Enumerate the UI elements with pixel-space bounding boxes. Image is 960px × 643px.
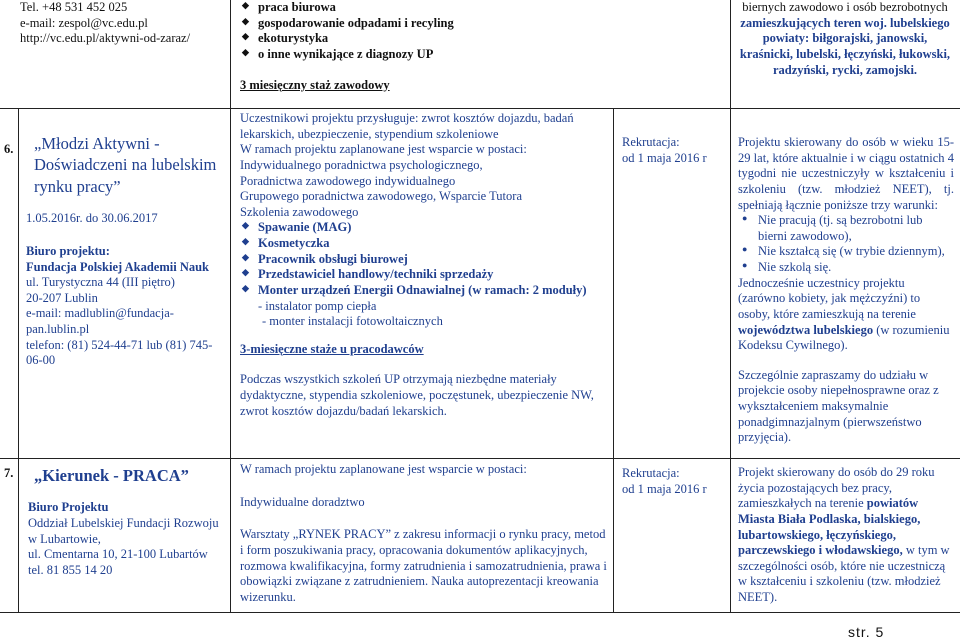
row6-target-intro: Projektu skierowany do osób w wieku 15-29 lat, które aktualnie i w ciągu ostatnich 4 tygodni nie uczestniczyły w kształceniu i szkoleniu (tzw. młodzież NEET), tj. spełniają łącznie poniższe trzy warunki: — [738, 135, 954, 212]
row7-target-cell — [738, 465, 954, 606]
row6-residence-post: (w rozumieniu Kodeksu Cywilnego). — [738, 322, 950, 353]
col-divider-4 — [730, 0, 731, 612]
row6-phone: telefon: (81) 524-44-71 lub (81) 745-06-00 — [26, 337, 213, 368]
row6-number: 6. — [4, 142, 14, 156]
row7-address: ul. Cmentarna 10, 21-100 Lubartów — [28, 547, 208, 562]
row6-sub-item: - monter instalacji fotowoltaicznych — [262, 314, 443, 329]
row6-recruit-cell — [622, 135, 728, 166]
row7-target — [738, 465, 954, 606]
row7-number: 7. — [4, 466, 14, 480]
row6-support-line: Grupowego poradnictwa zawodowego, Wsparcie Tutora — [240, 189, 522, 204]
list-item: ◆ o inne wynikające z diagnozy UP — [240, 47, 610, 63]
row6-office-name: Fundacja Polskiej Akademii Nauk — [26, 259, 210, 274]
list-item: ◆ Przedstawiciel handlowy/techniki sprzedaży — [240, 267, 610, 283]
row7-office-label: Biuro Projektu — [28, 500, 109, 515]
row6-support-cell — [240, 111, 610, 419]
contact-phone: Tel. +48 531 452 025 — [20, 0, 128, 14]
row7-recruit-cell — [622, 466, 728, 497]
row6-staz: 3-miesięczne staże u pracodawców — [240, 341, 424, 356]
list-item: ◆ Kosmetyczka — [240, 236, 610, 252]
row6-support-intro: Uczestnikowi projektu przysługuje: zwrot kosztów dojazdu, badań lekarskich, ubezpieczenie, stypendium szkoleniowe — [240, 111, 574, 141]
top-bullet-list — [240, 0, 610, 63]
list-item: ● Nie szkolą się. — [740, 260, 954, 276]
row6-sub-item: - instalator pomp ciepła — [258, 298, 377, 313]
row7-target-bold: powiatów Miasta Biała Podlaska, bialskiego, lubartowskiego, łęczyńskiego, parczewskiego i włodawskiego, — [738, 496, 921, 558]
top-target-bold: zamieszkujących teren woj. lubelskiego powiaty: biłgorajski, janowski, kraśnicki, lubelski, łęczyński, łukowski, radzyński, rycki, zamojski. — [739, 15, 951, 77]
row6-invite: Szczególnie zapraszamy do udziału w projekcie osoby niepełnosprawne oraz z wykształceniem maksymalnie ponadgimnazjalnym (pierwszeństwo przyjęcia). — [738, 367, 939, 445]
table-bottom-border — [0, 612, 960, 613]
contact-email[interactable]: e-mail: zespol@vc.edu.pl — [20, 15, 148, 30]
row7-target-post: w tym w szczególności osób, które nie uczestniczą w kształceniu i szkoleniu (tzw. młodzież NEET). — [738, 543, 950, 604]
row6-residence — [738, 276, 954, 354]
row6-closing: Podczas wszystkich szkoleń UP otrzymają niezbędne materiały dydaktyczne, stypendia szkoleniowe, poczęstunek, ubezpieczenie NW, zwrot kosztów dojazdu/badań lekarskich. — [240, 372, 594, 418]
row-divider-middle — [0, 458, 960, 459]
top-contact-cell — [20, 0, 228, 47]
row7-recruit-date: od 1 maja 2016 r — [622, 481, 707, 496]
row6-conditions-list — [740, 213, 954, 276]
row6-address1: ul. Turystyczna 44 (III piętro) — [26, 275, 175, 290]
top-target-prefix: biernych zawodowo i osób bezrobotnych — [742, 0, 948, 14]
row6-training-list — [240, 220, 610, 298]
row7-phone: tel. 81 855 14 20 — [28, 562, 113, 577]
top-target-cell — [736, 0, 954, 78]
row7-support-cell — [240, 462, 610, 605]
row7-project-cell — [28, 465, 228, 579]
row7-target-pre: Projekt skierowany do osób do 29 roku życia pozostających bez pracy, zamieszkałych na terenie — [738, 465, 935, 511]
col-divider-1 — [18, 108, 19, 612]
top-staz-label: 3 miesięczny staż zawodowy — [240, 77, 390, 92]
row7-warsztaty: Warsztaty „RYNEK PRACY” z zakresu informacji o rynku pracy, metod i form poszukiwania pracy, opracowania dokumentów aplikacyjnych, rozmowa kwalifikacyjna, formy zatrudnienia i samozatrudnienia, prawa i obowiązki związane z zatrudnieniem. Nauka autoprezentacji kreowania wizerunku. — [240, 527, 607, 604]
list-item: ◆ Pracownik obsługi biurowej — [240, 252, 610, 268]
list-item: ◆ ekoturystyka — [240, 31, 610, 47]
col-divider-2 — [230, 0, 231, 612]
row6-recruit-date: od 1 maja 2016 r — [622, 150, 707, 165]
row7-doradztwo: Indywidualne doradztwo — [240, 494, 365, 509]
row6-email[interactable]: e-mail: madlublin@fundacja-pan.lublin.pl — [26, 306, 174, 337]
row7-recruit-label: Rekrutacja: — [622, 466, 680, 480]
list-item: ◆ Monter urządzeń Energii Odnawialnej (w ramach: 2 moduły) — [240, 283, 610, 299]
row7-office-name: Oddział Lubelskiej Fundacji Rozwoju w Lubartowie, — [28, 516, 219, 546]
row6-project-cell — [26, 133, 226, 369]
row6-support-line: Poradnictwa zawodowego indywidualnego — [240, 173, 456, 188]
row7-project-title: „Kierunek - PRACA” — [34, 466, 189, 485]
top-support-cell — [240, 0, 610, 93]
row6-target-cell — [738, 135, 954, 446]
list-item: ● Nie kształcą się (w trybie dziennym), — [740, 244, 954, 260]
row7-support-intro: W ramach projektu zaplanowane jest wsparcie w postaci: — [240, 462, 527, 476]
row6-support-line: W ramach projektu zaplanowane jest wsparcie w postaci: — [240, 142, 527, 157]
row6-recruit-label: Rekrutacja: — [622, 135, 680, 149]
row6-project-title: „Młodzi Aktywni - Doświadczeni na lubelskim rynku pracy” — [34, 134, 217, 196]
page-number: str. 5 — [848, 624, 885, 640]
row6-address2: 20-207 Lublin — [26, 290, 98, 305]
list-item: ◆ praca biurowa — [240, 0, 610, 16]
list-item: ◆ gospodarowanie odpadami i recyling — [240, 16, 610, 32]
row6-dates: 1.05.2016r. do 30.06.2017 — [26, 211, 158, 226]
row6-support-line: Indywidualnego poradnictwa psychologicznego, — [240, 157, 483, 172]
row6-residence-pre: Jednocześnie uczestnicy projektu (zarówno kobiety, jak mężczyźni) to osoby, które zamieszkują na terenie — [738, 275, 921, 321]
row6-office-label: Biuro projektu: — [26, 243, 110, 258]
list-item: ◆ Spawanie (MAG) — [240, 220, 610, 236]
row-divider-top — [0, 108, 960, 109]
col-divider-3 — [613, 108, 614, 612]
row6-residence-bold: województwa lubelskiego — [738, 322, 874, 337]
list-item: ● Nie pracują (tj. są bezrobotni lub bierni zawodowo), — [740, 213, 954, 244]
row6-support-line: Szkolenia zawodowego — [240, 204, 359, 219]
contact-url[interactable]: http://vc.edu.pl/aktywni-od-zaraz/ — [20, 31, 191, 46]
